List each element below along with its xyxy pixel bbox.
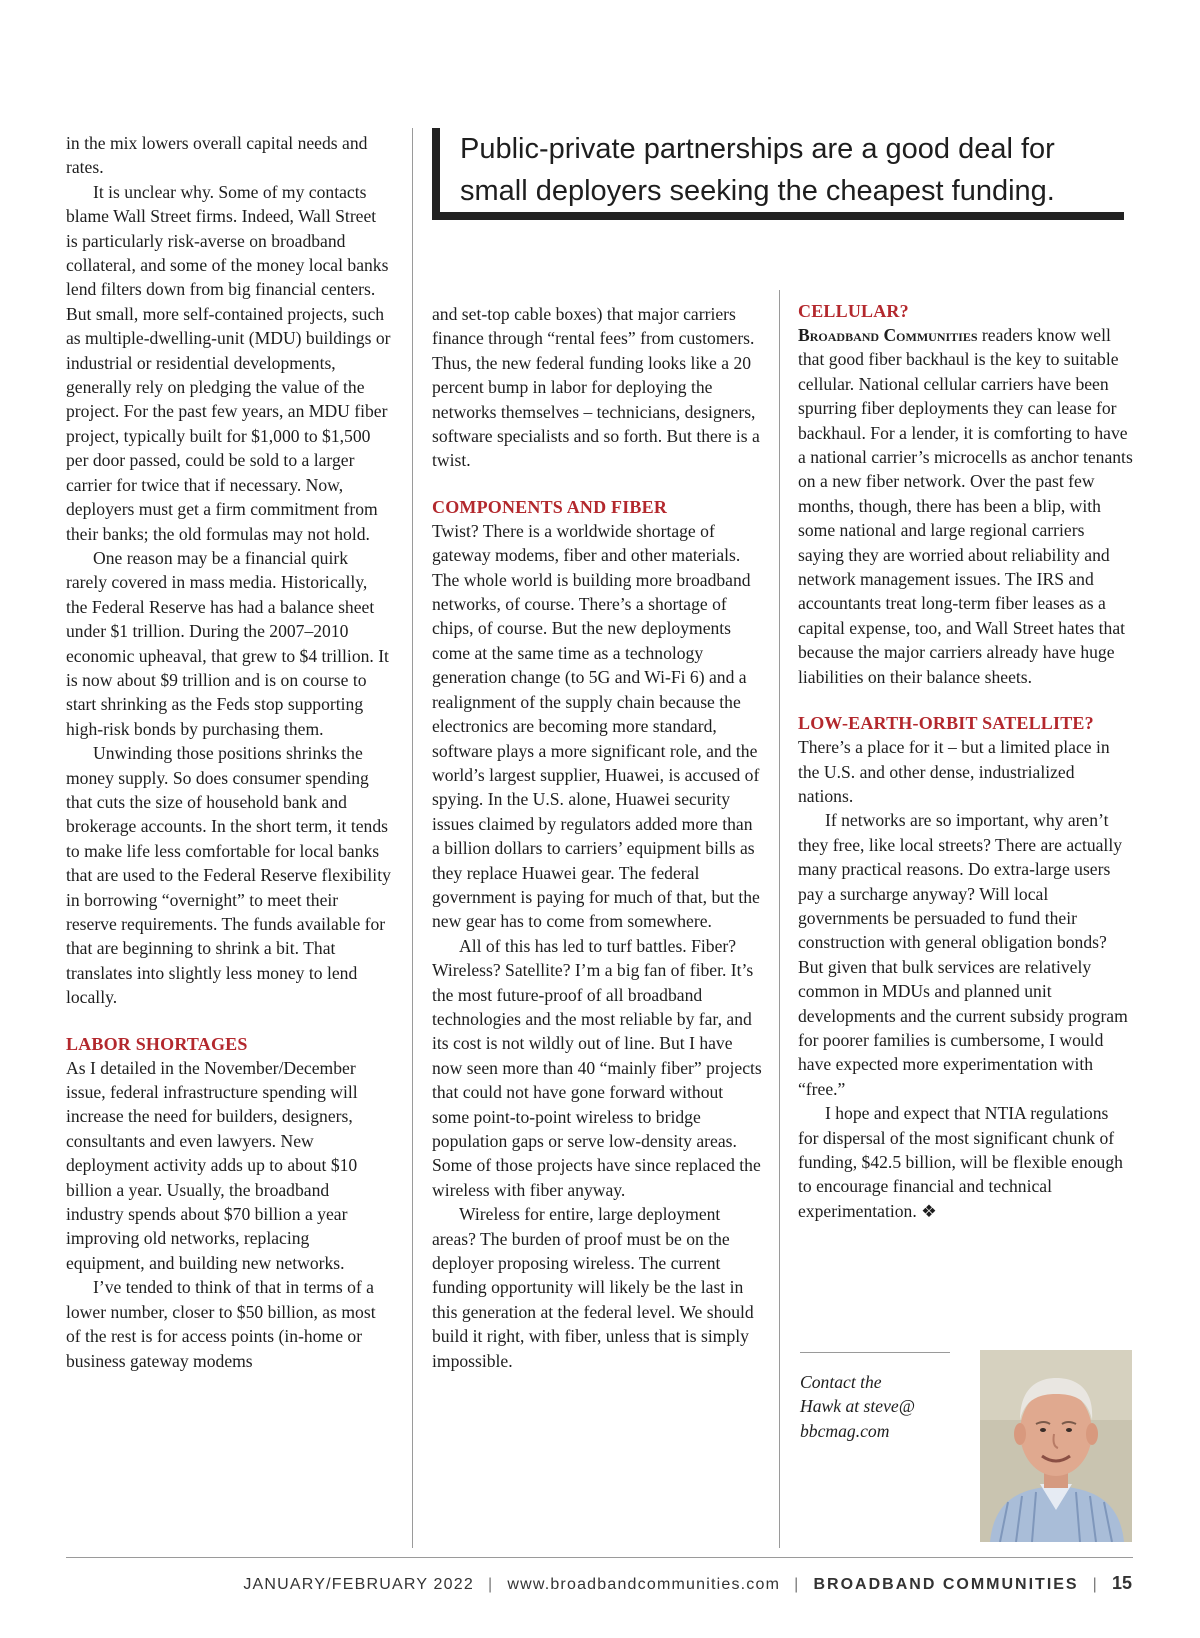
paragraph (798, 1101, 1133, 1223)
footer-separator: | (1092, 1576, 1098, 1593)
footer-rule (66, 1557, 1133, 1558)
page-number: 15 (1111, 1573, 1132, 1593)
column-rule-right (779, 290, 780, 1548)
contact-line: bbcmag.com (800, 1420, 890, 1441)
pull-quote: Public-private partnerships are a good deal for small deployers seeking the cheapest funding. (460, 133, 1055, 207)
paragraph: Unwinding those positions shrinks the money supply. So does consumer spending that cuts the size of household bank and brokerage accounts. In the short term, it tends to make life less comfortable for local banks that are used to the Federal Reserve flexibility in borrowing “overnight” to meet their reserve requirements. The funds available for that are beginning to shrink a bit. That translates into slightly less money to lend locally. (66, 743, 391, 1008)
column-3 (798, 299, 1133, 1223)
section-heading-leo-satellite: LOW-EARTH-ORBIT SATELLITE? (798, 713, 1094, 734)
section-heading-labor-shortages: LABOR SHORTAGES (66, 1033, 248, 1054)
paragraph: in the mix lowers overall capital needs and rates. (66, 133, 368, 178)
paragraph-text: readers know well that good fiber backhaul is the key to suitable cellular. National cellular carriers have been spurring fiber deployments they can lease for backhaul. For a lender, it is comforting to have a national carrier’s microcells as anchor tenants on a new fiber network. Over the past few months, though, there has been a blip, with some national and large regional carriers saying they are worried about reliability and network management issues. The IRS and accountants treat long-term fiber leases as a capital expense, too, and Wall Street hates that because the major carriers already have huge liabilities on their balance sheets. (798, 325, 1133, 687)
footer-separator: | (794, 1576, 800, 1593)
paragraph: All of this has led to turf battles. Fiber? Wireless? Satellite? I’m a big fan of fiber. It’s the most future-proof of all broadband technologies and the most reliable by far, and its cost is not wildly out of line. But I have now seen more than 40 “mainly fiber” projects that could not have gone forward without some point-to-point wireless to bridge population gaps or serve low-density areas. Some of those projects have since replaced the wireless with fiber anyway. (432, 935, 762, 1200)
paragraph: One reason may be a financial quirk rarely covered in mass media. Historically, the Federal Reserve has had a balance sheet under $1 trillion. During the 2007–2010 economic upheaval, that grew to $4 trillion. It is now about $9 trillion and is on course to start shrinking as the Feds stop supporting high-risk bonds by purchasing them. (66, 547, 389, 739)
column-2 (432, 302, 764, 1373)
end-mark-icon: ❖ (921, 1200, 937, 1221)
brand-name: Broadband Communities (798, 325, 978, 345)
contact-rule (800, 1352, 950, 1353)
contact-info (800, 1370, 950, 1443)
contact-line: Contact the (800, 1372, 882, 1392)
paragraph: and set-top cable boxes) that major carriers finance through “rental fees” from customers. Thus, the new federal funding looks like a 20 percent bump in labor for deploying the networks themselves – technicians, designers, software specialists and so forth. But there is a twist. (432, 304, 760, 471)
paragraph: Wireless for entire, large deployment areas? The burden of proof must be on the deployer proposing wireless. The current funding opportunity will likely be the last in this generation at the federal level. We should build it right, with fiber, unless that is simply impossible. (432, 1204, 754, 1371)
paragraph: There’s a place for it – but a limited place in the U.S. and other dense, industrialized nations. (798, 737, 1110, 806)
author-portrait-icon (980, 1350, 1132, 1542)
paragraph: Twist? There is a worldwide shortage of gateway modems, fiber and other materials. The whole world is building more broadband networks, of course. There’s a shortage of chips, of course. But the new deployments come at the same time as a technology generation change (to 5G and Wi-Fi 6) and a realignment of the supply chain because the electronics are becoming more standard, software plays a more significant role, and the world’s largest supplier, Huawei, is accused of spying. In the U.S. alone, Huawei security issues claimed by regulators added more than a billion dollars to carriers’ equipment bills as they replace Huawei gear. The federal government is paying for much of that, but the new gear has to come from somewhere. (432, 520, 760, 932)
publication-name: BROADBAND COMMUNITIES (813, 1576, 1079, 1593)
author-photo (980, 1350, 1132, 1542)
column-1 (66, 131, 391, 1373)
section-heading-cellular: CELLULAR? (798, 301, 909, 321)
paragraph: I’ve tended to think of that in terms of a lower number, closer to $50 billion, as most of the rest is for access points (in-home or business gateway modems (66, 1277, 376, 1371)
footer (243, 1573, 1132, 1594)
section-heading-components-fiber: COMPONENTS AND FIBER (432, 496, 668, 517)
contact-line: Hawk at steve@ (800, 1396, 915, 1417)
footer-separator: | (487, 1576, 494, 1593)
paragraph: It is unclear why. Some of my contacts blame Wall Street firms. Indeed, Wall Street is particularly risk-averse on broadband collateral, and some of the money local banks lend filters down from big financial centers. But small, more self-contained projects, such as multiple-dwelling-unit (MDU) buildings or industrial or residential developments, generally rely on pledging the value of the project. For the past few years, an MDU fiber project, typically built for $1,000 to $1,500 per door passed, could be sold to a larger carrier for twice that if necessary. Now, deployers must get a firm commitment from their banks; the old formulas may not hold. (66, 181, 391, 544)
paragraph (798, 323, 1133, 689)
paragraph: As I detailed in the November/December issue, federal infrastructure spending will increase the need for builders, designers, consultants and even lawyers. New deployment activity adds up to about $10 billion a year. Usually, the broadband industry spends about $70 billion a year improving old networks, replacing equipment, and building new networks. (66, 1057, 358, 1273)
paragraph: If networks are so important, why aren’t they free, like local streets? There are actually many practical reasons. Do extra-large users pay a surcharge anyway? Will local governments be persuaded to fund their construction with general obligation bonds? But given that bulk services are relatively common in MDUs and planned unit developments and the current subsidy program for poorer families is cumbersome, I would have expected more experimentation with “free.” (798, 810, 1128, 1099)
issue-date: JANUARY/FEBRUARY 2022 (243, 1576, 474, 1593)
footer-url[interactable]: www.broadbandcommunities.com (507, 1576, 781, 1593)
pull-quote-box (432, 128, 1124, 220)
paragraph-text: I hope and expect that NTIA regulations for dispersal of the most significant chunk of funding, $42.5 billion, will be flexible enough to encourage financial and technical experimentation. (798, 1103, 1123, 1221)
column-rule-left (412, 128, 413, 1548)
